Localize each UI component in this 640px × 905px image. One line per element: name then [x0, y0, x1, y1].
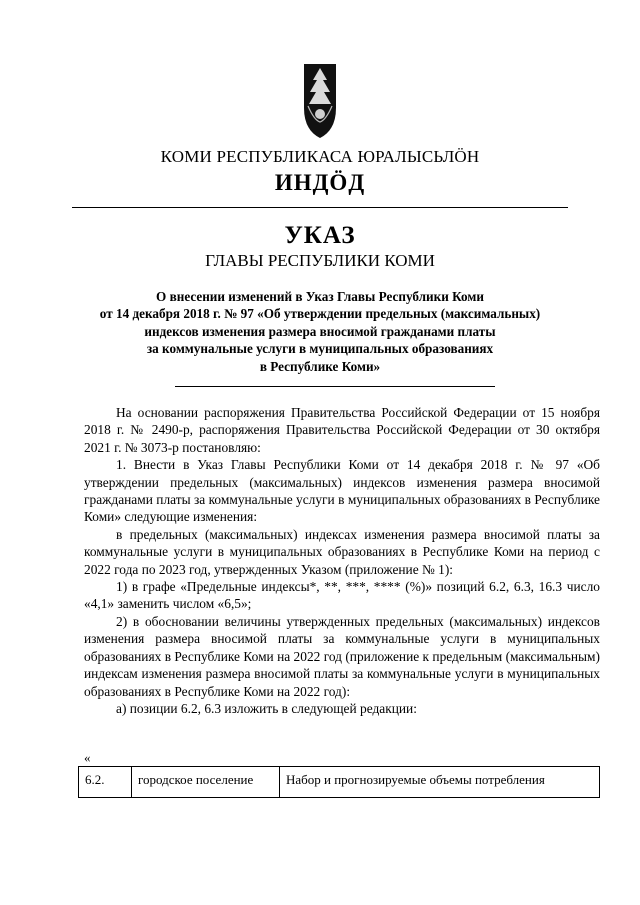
opening-quote: «: [84, 750, 91, 765]
body-paragraph: в предельных (максимальных) индексах изменения размера вносимой платы за коммунальные услуги в муниципальных образованиях в Республике Коми на период с 2022 года по 2023 год, утвержденных Указом (приложение № 1):: [84, 526, 600, 577]
body-paragraph: а) позиции 6.2, 6.3 изложить в следующей редакции:: [116, 700, 417, 716]
title-line: индексов изменения размера вносимой гражданами платы: [144, 323, 496, 339]
table-cell-settlement: городское поселение: [132, 767, 280, 798]
table-cell-text: Набор и прогнозируемые объемы потребления: [280, 767, 600, 798]
document-title: [60, 288, 580, 375]
header-indod: ИНДÖД: [274, 170, 366, 195]
title-line: за коммунальные услуги в муниципальных образованиях: [146, 341, 494, 357]
header-komi-line: КОМИ РЕСПУБЛИКАСА ЮРАЛЫСЬЛÖН: [160, 147, 480, 166]
table-row: [79, 767, 600, 798]
document-type-title: УКАЗ: [284, 222, 356, 249]
body-paragraph: 1) в графе «Предельные индексы*, **, ***, **** (%)» позиций 6.2, 6.3, 16.3 число «4,1» заменить числом «6,5»;: [84, 579, 600, 612]
issuer-subtitle: ГЛАВЫ РЕСПУБЛИКИ КОМИ: [205, 251, 435, 270]
title-line: от 14 декабря 2018 г. № 97 «Об утверждении предельных (максимальных): [99, 306, 541, 322]
body-paragraph: 1. Внести в Указ Главы Республики Коми от 14 декабря 2018 г. № 97 «Об утверждении предельных (максимальных) индексов изменения размера вносимой гражданами платы за коммунальные услуги в муниципальных образованиях в Республике Коми» следующие изменения:: [84, 457, 600, 525]
body-paragraph: На основании распоряжения Правительства Российской Федерации от 15 ноября 2018 г. № 2490-р, распоряжения Правительства Российской Федерации от 30 октября 2021 г. № 3073-р постановляю:: [84, 405, 600, 455]
table-cell-number: 6.2.: [79, 767, 132, 798]
document-body: [84, 404, 600, 717]
positions-table: [78, 766, 600, 798]
title-line: в Республике Коми»: [259, 358, 381, 374]
header-divider: [72, 207, 568, 208]
title-divider: [175, 386, 495, 387]
title-line: О внесении изменений в Указ Главы Республики Коми: [156, 289, 484, 304]
coat-of-arms-emblem: [300, 58, 340, 140]
body-paragraph: 2) в обосновании величины утвержденных предельных (максимальных) индексов изменения размера вносимой платы за коммунальные услуги в муниципальных образованиях в Республике Коми на 2022 год (приложение к предельным (максимальным) индексам изменения размера вносимой платы за коммунальные услуги в муниципальных образованиях в Республике Коми на 2022 год):: [84, 613, 600, 699]
